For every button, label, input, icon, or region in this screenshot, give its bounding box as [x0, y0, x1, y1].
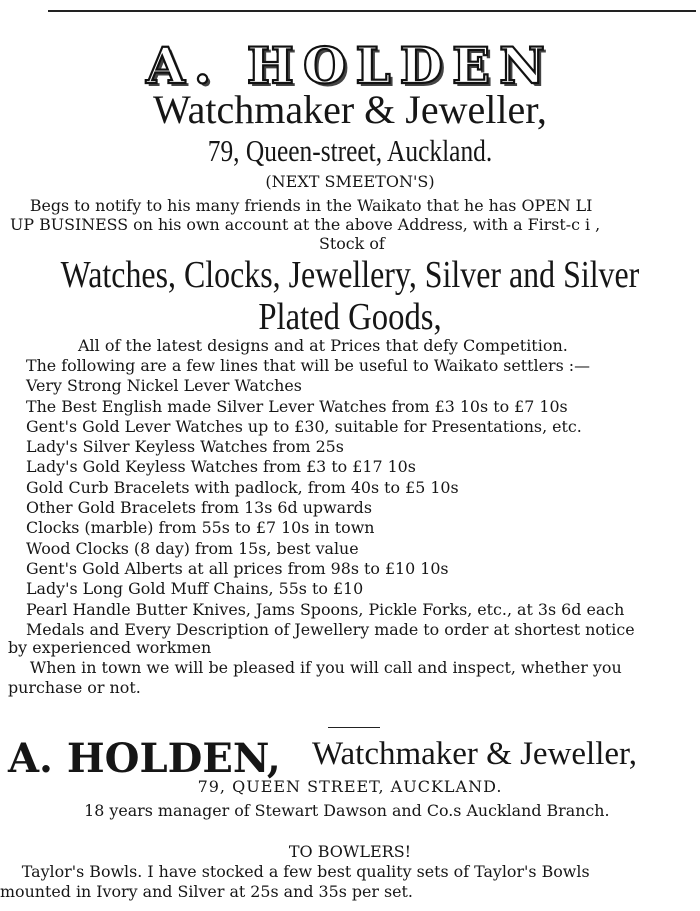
headline-line: Plated Goods,: [258, 296, 442, 338]
list-item: Very Strong Nickel Lever Watches: [26, 376, 302, 396]
list-item: The Best English made Silver Lever Watches from £3 10s to £7 10s: [26, 396, 568, 416]
intro-line: Stock of: [319, 234, 385, 253]
list-item: Medals and Every Description of Jewellery made to order at shortest notice: [26, 619, 635, 639]
shop-address: 79, Queen-street, Auckland.: [207, 133, 493, 168]
intro-paragraph: [10, 196, 700, 253]
footer-advertiser-name: A. HOLDEN,: [8, 735, 281, 782]
trade-title: Watchmaker & Jeweller,: [153, 87, 547, 132]
headline: [0, 254, 700, 338]
section-divider: [328, 727, 380, 728]
list-item: Gent's Gold Lever Watches up to £30, suitable for Presentations, etc.: [26, 416, 582, 436]
top-rule: [48, 10, 696, 12]
product-list: [26, 356, 700, 640]
closing-paragraph: [8, 638, 698, 698]
latest-designs-line: All of the latest designs and at Prices that defy Competition.: [78, 336, 568, 355]
advertiser-name-banner: A. HOLDEN: [146, 36, 554, 95]
headline-line: Watches, Clocks, Jewellery, Silver and Silver: [60, 254, 640, 296]
list-item: Wood Clocks (8 day) from 15s, best value: [26, 538, 359, 558]
location-note: (NEXT SMEETON'S): [265, 172, 435, 191]
intro-line: Begs to notify to his many friends in the Waikato that he has OPEN LI: [29, 196, 593, 215]
list-item: Other Gold Bracelets from 13s 6d upwards: [26, 498, 372, 518]
closing-line: by experienced workmen: [8, 638, 212, 657]
bowlers-heading: TO BOWLERS!: [288, 842, 412, 861]
list-item: Lady's Silver Keyless Watches from 25s: [26, 437, 344, 457]
bowlers-line: Taylor's Bowls. I have stocked a few best quality sets of Taylor's Bowls: [21, 862, 590, 881]
list-item: Pearl Handle Butter Knives, Jams Spoons, Pickle Forks, etc., at 3s 6d each: [26, 599, 625, 619]
bowlers-line: mounted in Ivory and Silver at 25s and 35s per set.: [0, 882, 413, 901]
closing-line: When in town we will be pleased if you will call and inspect, whether you: [29, 658, 622, 677]
footer-trade: Watchmaker & Jeweller,: [312, 736, 637, 772]
list-item: The following are a few lines that will be useful to Waikato settlers :—: [26, 356, 590, 375]
footer-manager-note: 18 years manager of Stewart Dawson and Co.s Auckland Branch.: [84, 801, 610, 820]
list-item: Lady's Gold Keyless Watches from £3 to £17 10s: [26, 457, 416, 477]
bowlers-paragraph: [0, 862, 700, 902]
list-item: Lady's Long Gold Muff Chains, 55s to £10: [26, 579, 364, 599]
list-item: Gent's Gold Alberts at all prices from 98s to £10 10s: [26, 558, 449, 578]
list-item: Clocks (marble) from 55s to £7 10s in town: [26, 518, 375, 538]
intro-line: UP BUSINESS on his own account at the above Address, with a First-c i ,: [10, 215, 601, 234]
list-item: Gold Curb Bracelets with padlock, from 40s to £5 10s: [26, 477, 459, 497]
closing-line: purchase or not.: [8, 678, 141, 697]
footer-street: 79, QUEEN STREET, AUCKLAND.: [197, 777, 503, 796]
